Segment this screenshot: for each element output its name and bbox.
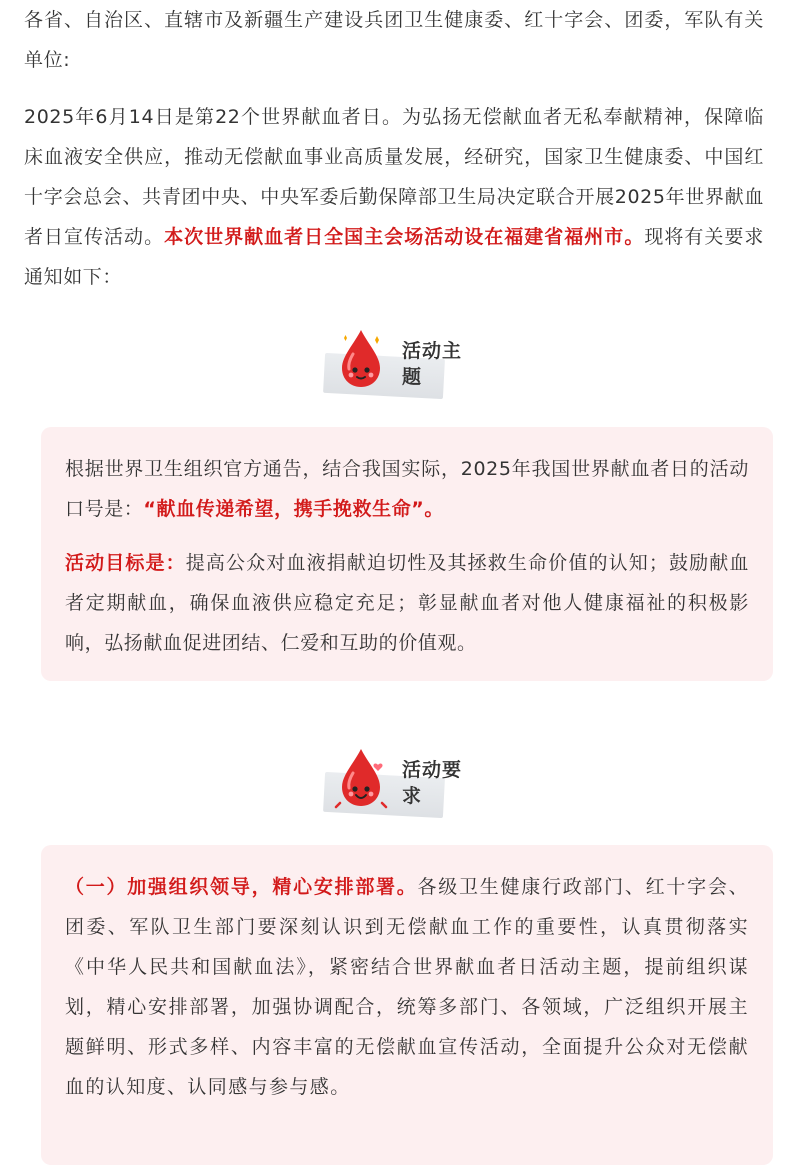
recipients-paragraph: [24, 0, 764, 80]
requirement-item-1-label: （一）加强组织领导，精心安排部署。: [65, 876, 418, 898]
requirement-item-1: [65, 867, 749, 1107]
section-title-theme: 活动主题: [402, 340, 463, 388]
requirements-card: [41, 845, 773, 1165]
venue-highlight: 本次世界献血者日全国主会场活动设在福建省福州市。: [164, 226, 645, 248]
goal-label: 活动目标是：: [65, 552, 186, 574]
blood-drop-mascot-icon: [334, 745, 388, 809]
intro-paragraph: [24, 97, 764, 297]
theme-card: [41, 427, 773, 681]
slogan-highlight: “献血传递希望，携手挽救生命”。: [143, 498, 444, 520]
section-header-theme: [320, 326, 480, 416]
slogan-prefix: 根据世界卫生组织官方通告，结合我国实际，2025年我国世界献血者日的活动口号是：: [65, 458, 749, 520]
intro-body-text: 2025年6月14日是第22个世界献血者日。为弘扬无偿献血者无私奉献精神，保障临床血液安全供应，推动无偿献血事业高质量发展，经研究，国家卫生健康委、中国红十字会总会、共青团中央、中央军委后勤保障部卫生局决定联合开展2025年世界献血者日宣传活动。: [24, 106, 764, 248]
goal-text: 提高公众对血液捐献迫切性及其拯救生命价值的认知；鼓励献血者定期献血，确保血液供应稳定充足；彰显献血者对他人健康福祉的积极影响，弘扬献血促进团结、仁爱和互助的价值观。: [65, 552, 749, 654]
slogan-paragraph: [65, 449, 749, 529]
section-title-requirements: 活动要求: [402, 759, 463, 807]
recipients-text: 各省、自治区、直辖市及新疆生产建设兵团卫生健康委、红十字会、团委，军队有关单位:: [24, 9, 764, 71]
goal-paragraph: [65, 543, 749, 663]
intro-closing-text: 现将有关要求通知如下：: [24, 226, 764, 288]
section-header-requirements: [320, 745, 480, 835]
requirement-item-1-text: 各级卫生健康行政部门、红十字会、团委、军队卫生部门要深刻认识到无偿献血工作的重要性，认真贯彻落实《中华人民共和国献血法》，紧密结合世界献血者日活动主题，提前组织谋划，精心安排部署，加强协调配合，统筹多部门、各领域，广泛组织开展主题鲜明、形式多样、内容丰富的无偿献血宣传活动，全面提升公众对无偿献血的认知度、认同感与参与感。: [65, 876, 749, 1098]
blood-drop-mascot-icon: [334, 326, 388, 390]
